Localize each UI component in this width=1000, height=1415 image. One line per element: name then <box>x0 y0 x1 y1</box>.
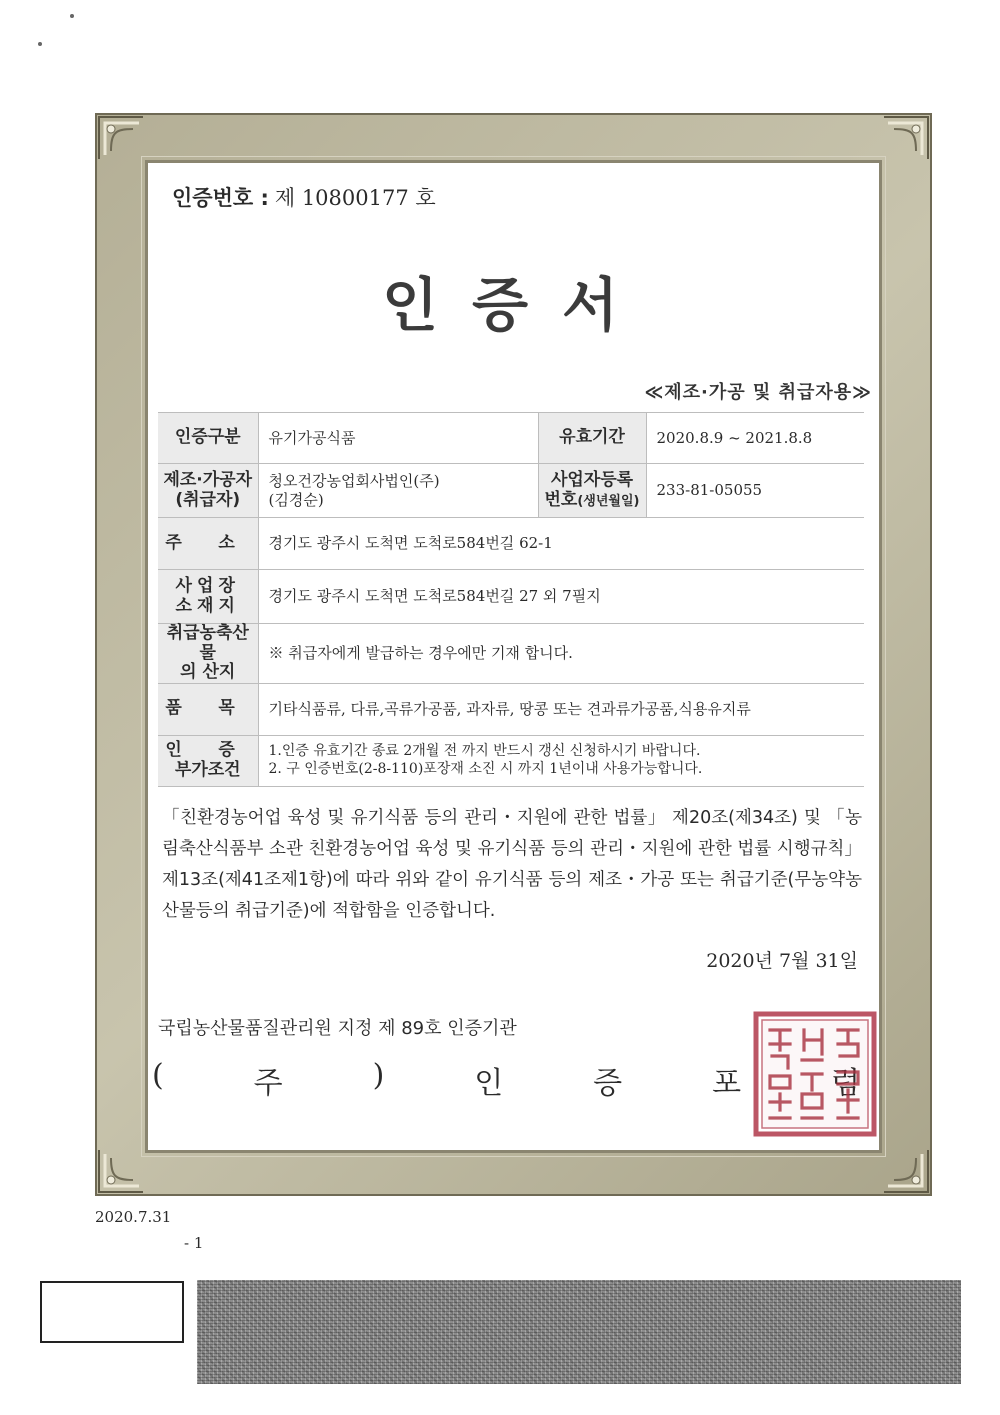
table-row <box>158 464 864 518</box>
document-id-box <box>40 1281 184 1343</box>
items-header: 품 목 <box>158 683 258 735</box>
manufacturer-value <box>258 464 538 518</box>
footer-date: 2020.7.31 <box>95 1208 172 1226</box>
table-row <box>158 570 864 624</box>
business-number-value: 233-81-05055 <box>646 464 864 518</box>
conditions-header <box>158 735 258 786</box>
issuer-name-char: 포 <box>712 1066 742 1101</box>
usage-note: ≪제조·가공 및 취급자용≫ <box>644 382 872 403</box>
business-number-header <box>538 464 646 518</box>
origin-header-line1: 취급농축산물 <box>166 623 249 663</box>
certification-type-header: 인증구분 <box>158 413 258 464</box>
corner-ornament-icon <box>97 115 145 161</box>
conditions-header-line1: 인 증 <box>165 740 251 761</box>
designation-text: 국립농산물품질관리원 지정 제 89호 인증기관 <box>158 1018 517 1039</box>
validity-period-value: 2020.8.9 ~ 2021.8.8 <box>646 413 864 464</box>
condition-item: 2. 구 인증번호(2-8-110)포장재 소진 시 까지 1년이내 사용가능합니다. <box>268 760 703 777</box>
issuer-name-char: ( <box>152 1058 164 1093</box>
issuer-name-char: ) <box>372 1058 385 1093</box>
table-row <box>158 413 864 464</box>
official-seal-stamp <box>752 1010 878 1138</box>
certificate-number-value: 제 10800177 호 <box>274 186 436 210</box>
page-title: 인증서 <box>381 271 653 339</box>
origin-header <box>158 624 258 684</box>
validity-period-header: 유효기간 <box>538 413 646 464</box>
address-value: 경기도 광주시 도척면 도척로584번길 62-1 <box>258 518 864 570</box>
issue-date: 2020년 7월 31일 <box>706 950 858 972</box>
address-header: 주 소 <box>158 518 258 570</box>
manufacturer-header <box>158 464 258 518</box>
manufacturer-header-line2: (취급자) <box>175 489 241 510</box>
table-row <box>158 624 864 684</box>
corner-ornament-icon <box>882 1148 930 1194</box>
corner-ornament-icon <box>97 1148 145 1194</box>
certification-statement: 「친환경농어업 육성 및 유기식품 등의 관리・지원에 관한 법률」 제20조(제34조) 및 「농림축산식품부 소관 친환경농어업 육성 및 유기식품 등의 관리・지원에 관한 법률 시행규칙」 제13조(제41조제1항)에 따라 위와 같이 유기식품 등의 제조・가공 또는 취급기준(무농약농산물등의 취급기준)에 적합함을 인증합니다. <box>162 808 862 921</box>
table-row <box>158 518 864 570</box>
items-value: 기타식품류, 다류,곡류가공품, 과자류, 땅콩 또는 견과류가공품,식용유지류 <box>258 683 864 735</box>
business-number-header-line1: 사업자등록 <box>550 469 634 490</box>
origin-value: ※ 취급자에게 발급하는 경우에만 기재 합니다. <box>258 624 864 684</box>
certificate-number-label: 인증번호 : <box>172 186 269 210</box>
table-row <box>158 735 864 786</box>
site-location-header <box>158 570 258 624</box>
security-pattern-band <box>197 1280 961 1384</box>
scan-speck <box>70 14 74 18</box>
table-row <box>158 683 864 735</box>
business-number-header-word: 번호 <box>544 489 578 510</box>
site-location-value: 경기도 광주시 도척면 도척로584번길 27 외 7필지 <box>258 570 864 624</box>
conditions-header-line2: 부가조건 <box>174 759 241 780</box>
conditions-value <box>258 735 864 786</box>
certificate-number <box>172 182 436 212</box>
scan-speck <box>38 42 42 46</box>
origin-header-line2: 의 산지 <box>180 662 236 683</box>
manufacturer-header-line1: 제조·가공자 <box>163 469 253 490</box>
birthdate-note: (생년월일) <box>577 493 640 509</box>
site-location-header-line1: 사업장 <box>175 575 241 596</box>
business-number-header-line2 <box>543 491 642 511</box>
site-location-header-line2: 소재지 <box>175 595 241 616</box>
issuer-name-char: 인 <box>474 1066 504 1101</box>
issuer-name-char: 증 <box>593 1066 623 1101</box>
page-number: - 1 <box>184 1234 204 1252</box>
manufacturer-name: 청오건강농업회사법인(주) <box>268 471 440 490</box>
corner-ornament-icon <box>882 115 930 161</box>
certification-type-value: 유기가공식품 <box>258 413 538 464</box>
issuer-name-char: 주 <box>253 1066 283 1101</box>
condition-item: 1.인증 유효기간 종료 2개월 전 까지 반드시 갱신 신청하시기 바랍니다. <box>268 743 701 760</box>
certificate-info-table <box>158 412 864 787</box>
manufacturer-representative: (김경순) <box>268 490 324 509</box>
